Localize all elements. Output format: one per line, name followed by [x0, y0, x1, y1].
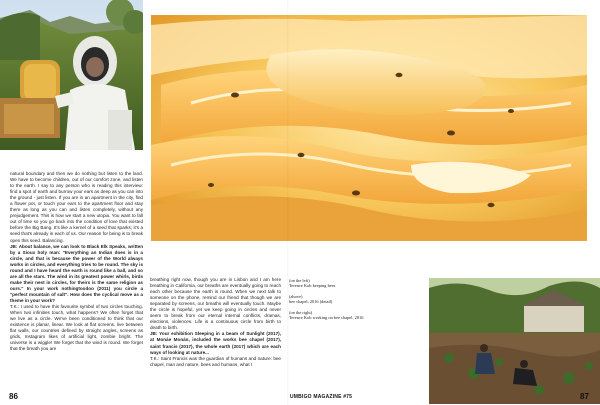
middle-text-column — [150, 277, 281, 368]
paragraph: T.K.: I used to have this favourite symbol of two circles touching. When two infinities touch, what happens? We often forget that we live as a circle. We've been conditioned to think that our existence is planar, linear. We look at flat screens, live between flat walls, our countries defined by straight angles, screens as grids, Instagram likes of artificial light, zombie bright. The universe is a wiggle! We forget that the wind is round. We forget that the breath you are — [10, 304, 143, 352]
caption — [289, 278, 409, 289]
magazine-footer: UMBIGO MAGAZINE #75 — [290, 394, 353, 400]
question: JB: About balance, we can look to Black Elk Speaks, written by a Sioux holy man: "Everything an Indian does is in a circle, and that is because the power of the World always works in circles, and everything tries to be round. The sky is round and I have heard the earth is round like a ball, and so are all the stars. The wind in its greatest power whirls, birds make their nest in circles, for theirs is the same religion as ours." In your work nothingtoodoo (2011) you circle a "perfect mountain of salt". How does the cyclical move as a theme in your work? — [10, 243, 143, 303]
photo-beekeeper — [0, 0, 143, 150]
caption-text: Terence Koh working on bee chapel, 2016 — [289, 315, 364, 321]
caption-position: (above) — [289, 293, 303, 299]
photo-honeycomb — [151, 15, 587, 241]
spread-gutter — [287, 0, 289, 405]
page-number-left: 86 — [9, 392, 18, 401]
caption — [289, 310, 409, 321]
caption — [289, 294, 409, 305]
caption-text: bee chapel, 2016 (detail) — [289, 299, 333, 305]
caption-text: Terence Koh keeping bees — [289, 283, 336, 289]
left-text-column — [10, 171, 143, 352]
caption-position: (on the right) — [289, 309, 313, 315]
question: JB: Your exhibition Sleeping in a beam of Sunlight (2017), at Monáe Monán, included the works bee chapel (2017), saint francis (2017), the whole earth (2017) which are each ways of looking at nature... — [150, 331, 281, 355]
garden-illustration — [429, 278, 600, 404]
paragraph: breathing right now, though you are in Lisbon and I am here breathing in California, our breaths are eventually going to reach each other because the earth is round. When we next talk to someone on the phone, remind our friend that though we are separated by screens, our breaths will eventually touch. Maybe the circle is hopeful, yet we keep going in circles and never seem to break from our eternal internal conflicts, dramas, elections, violences. Life is a continuous circle from birth to death to birth. — [150, 277, 281, 331]
page-number-right: 87 — [580, 392, 589, 401]
photo-garden — [429, 278, 600, 404]
beekeeper-illustration — [0, 0, 143, 150]
paragraph: T.K.: Saint Francis was the guardian of humans and nature: bee chapel, man and nature, bees and humans, what I — [150, 355, 281, 367]
image-captions — [289, 278, 409, 325]
paragraph: natural boundary and then we do nothing but listen to the land. We have to become children, out of our comfort zone, and listen to the earth. I say to any person who is reading this interview: find a spot of earth and burrow your ears as deep as you can into the ground - just listen. If you are in an apartment in the city, find a flower pot, or touch your ears to the apartment floor and stay there as long as you can and listen completely, without any prejudgement. This is how we start a new utopia. You want to fall out of time so you go back into the condition of love that existed before the Big Bang. It's like a kernel of a seed that sparks; it's a seed that's already in each of us. Our reason for being is to break open this seed. Balancing. — [10, 171, 143, 243]
caption-position: (on the left) — [289, 278, 310, 283]
honeycomb-illustration — [151, 15, 587, 241]
